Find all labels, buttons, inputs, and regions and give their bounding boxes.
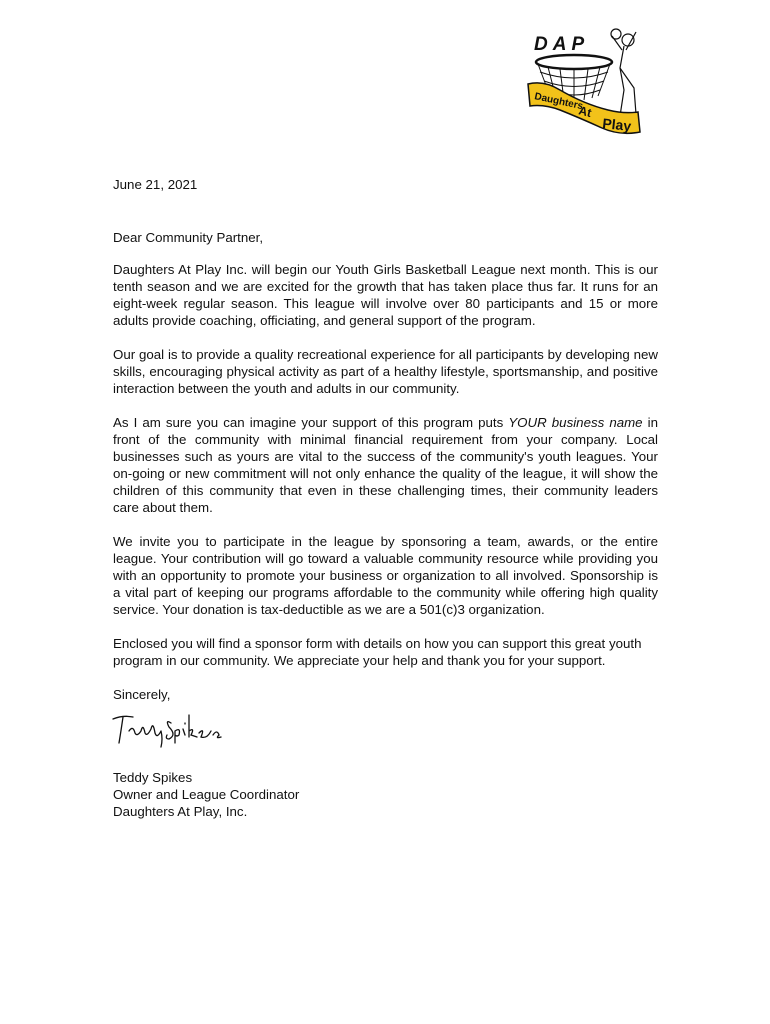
paragraph-enclosed: Enclosed you will find a sponsor form with details on how you can support this great youth program in our community. We appreciate your help and thank you for your support. bbox=[113, 636, 642, 668]
signature-block bbox=[113, 769, 658, 820]
closing: Sincerely, bbox=[113, 687, 171, 702]
handwritten-signature bbox=[109, 709, 229, 749]
signer-organization: Daughters At Play, Inc. bbox=[113, 804, 248, 819]
dap-logo bbox=[524, 28, 648, 138]
paragraph-support-start: As I am sure you can imagine your support of this program puts bbox=[113, 415, 509, 430]
letter-date: June 21, 2021 bbox=[113, 177, 198, 192]
salutation: Dear Community Partner, bbox=[113, 230, 264, 245]
paragraph-goal: Our goal is to provide a quality recreational experience for all participants by developing new skills, encouraging physical activity as part of a healthy lifestyle, sportsmanship, and positive interaction between the youth and adults in our community. bbox=[113, 347, 658, 396]
hoop-rim bbox=[536, 55, 612, 69]
signer-name: Teddy Spikes bbox=[113, 770, 193, 785]
paragraph-support-end: in front of the community with minimal financial requirement from your company. Local businesses such as yours are vital to the success of the community's youth leagues. Your on-going or new commitment will not only enhance the quality of the league, it will show the children of this community that even in these challenging times, their community leaders care about them. bbox=[113, 415, 658, 515]
logo-ribbon-text-3: Play bbox=[601, 115, 633, 134]
signer-title: Owner and League Coordinator bbox=[113, 787, 300, 802]
business-name-emphasis: YOUR business name bbox=[508, 415, 643, 430]
logo-dap-text: DAP bbox=[534, 34, 590, 55]
paragraph-intro: Daughters At Play Inc. will begin our Youth Girls Basketball League next month. This is our tenth season and we are excited for the growth that has taken place thus far. It runs for an eight-week regular season. This league will involve over 80 participants and 15 or more adults provide coaching, officiating, and general support of the program. bbox=[113, 262, 658, 328]
logo-ribbon-text-2: At bbox=[577, 103, 593, 120]
paragraph-support bbox=[113, 414, 658, 516]
player-icon bbox=[611, 29, 636, 116]
logo-ribbon-text-1: Daughters bbox=[533, 91, 585, 113]
paragraph-invite: We invite you to participate in the league by sponsoring a team, awards, or the entire league. Your contribution will go toward a valuable community resource while providing you with an opportunity to promote your business or organization to all involved. Sponsorship is a vital part of keeping our programs affordable to the community while offering high quality service. Your donation is tax-deductible as we are a 501(c)3 organization. bbox=[113, 534, 658, 617]
letter-body bbox=[113, 176, 658, 820]
